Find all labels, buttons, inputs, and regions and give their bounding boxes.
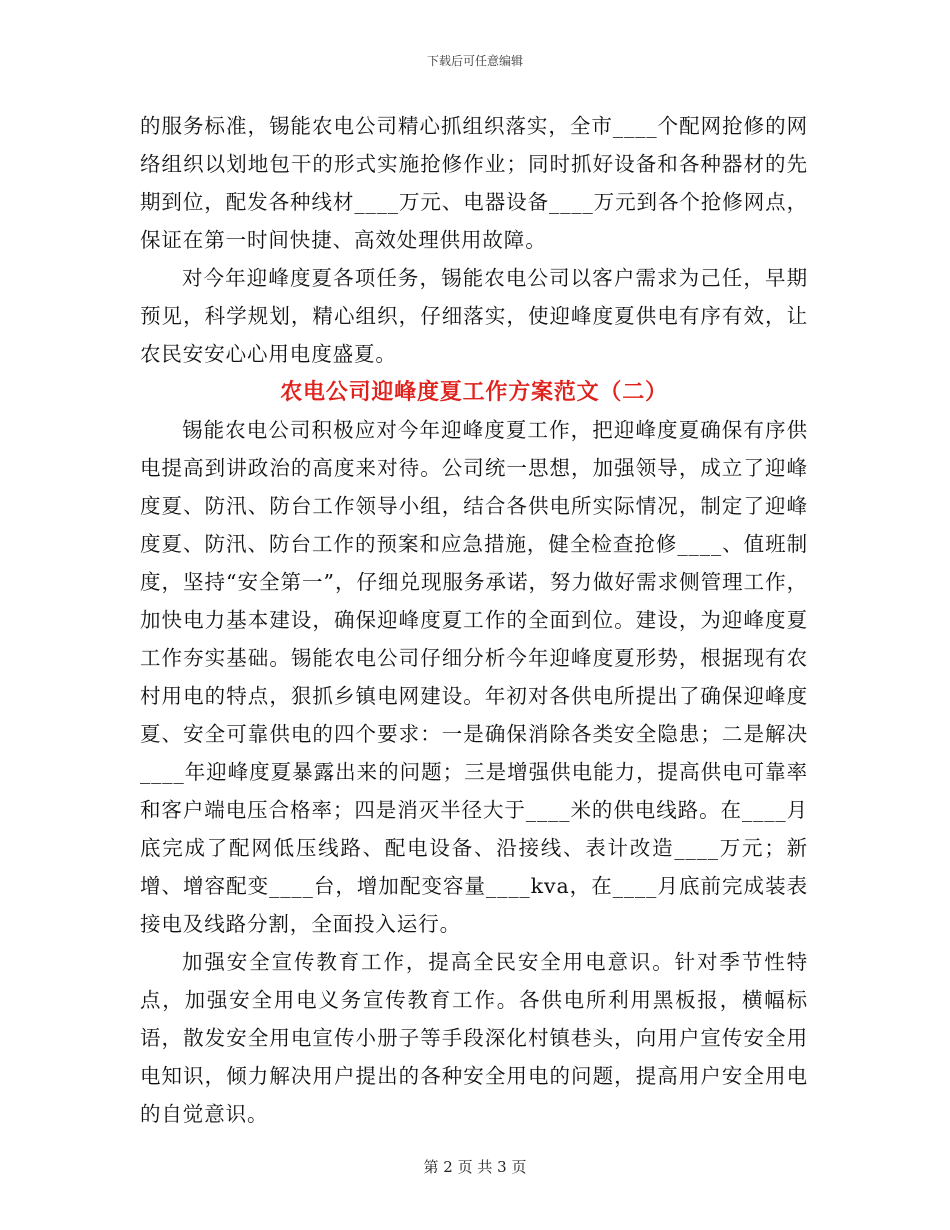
page-number: 第 2 页 共 3 页 xyxy=(423,1158,527,1176)
paragraph-continued: 的服务标准，锡能农电公司精心抓组织落实，全市____个配网抢修的网络组织以划地包干的形式实施抢修作业；同时抓好设备和各种器材的先期到位，配发各种线材____万元、电器设备____万元到各个抢修网点，保证在第一时间快捷、高效处理供用故障。 xyxy=(140,114,808,252)
header-note: 下载后可任意编辑 xyxy=(426,54,523,68)
paragraph-safety: 加强安全宣传教育工作，提高全民安全用电意识。针对季节性特点，加强安全用电义务宣传教育工作。各供电所利用黑板报，横幅标语，散发安全用电宣传小册子等手段深化村镇巷头，向用户宣传安全用电知识，倾力解决用户提出的各种安全用电的问题，提高用户安全用电的自觉意识。 xyxy=(140,950,808,1126)
paragraph-summary: 对今年迎峰度夏各项任务，锡能农电公司以客户需求为己任，早期预见，科学规划，精心组织，仔细落实，使迎峰度夏供电有序有效，让农民安安心心用电度盛夏。 xyxy=(140,266,808,366)
section-title: 农电公司迎峰度夏工作方案范文（二） xyxy=(280,379,668,405)
paragraph-main: 锡能农电公司积极应对今年迎峰度夏工作，把迎峰度夏确保有序供电提高到讲政治的高度来对待。公司统一思想，加强领导，成立了迎峰度夏、防汛、防台工作领导小组，结合各供电所实际情况，制定了迎峰度夏、防汛、防台工作的预案和应急措施，健全检查抢修____、值班制度，坚持“安全第一”，仔细兑现服务承诺，努力做好需求侧管理工作，加快电力基本建设，确保迎峰度夏工作的全面到位。建设，为迎峰度夏工作夯实基础。锡能农电公司仔细分析今年迎峰度夏形势，根据现有农村用电的特点，狠抓乡镇电网建设。年初对各供电所提出了确保迎峰度夏、安全可靠供电的四个要求：一是确保消除各类安全隐患；二是解决____年迎峰度夏暴露出来的问题；三是增强供电能力，提高供电可靠率和客户端电压合格率；四是消灭半径大于____米的供电线路。在____月底完成了配网低压线路、配电设备、沿接线、表计改造____万元；新增、增容配变____台，增加配变容量____kva，在____月底前完成装表接电及线路分割，全面投入运行。 xyxy=(140,418,808,936)
document-body xyxy=(140,107,808,1133)
